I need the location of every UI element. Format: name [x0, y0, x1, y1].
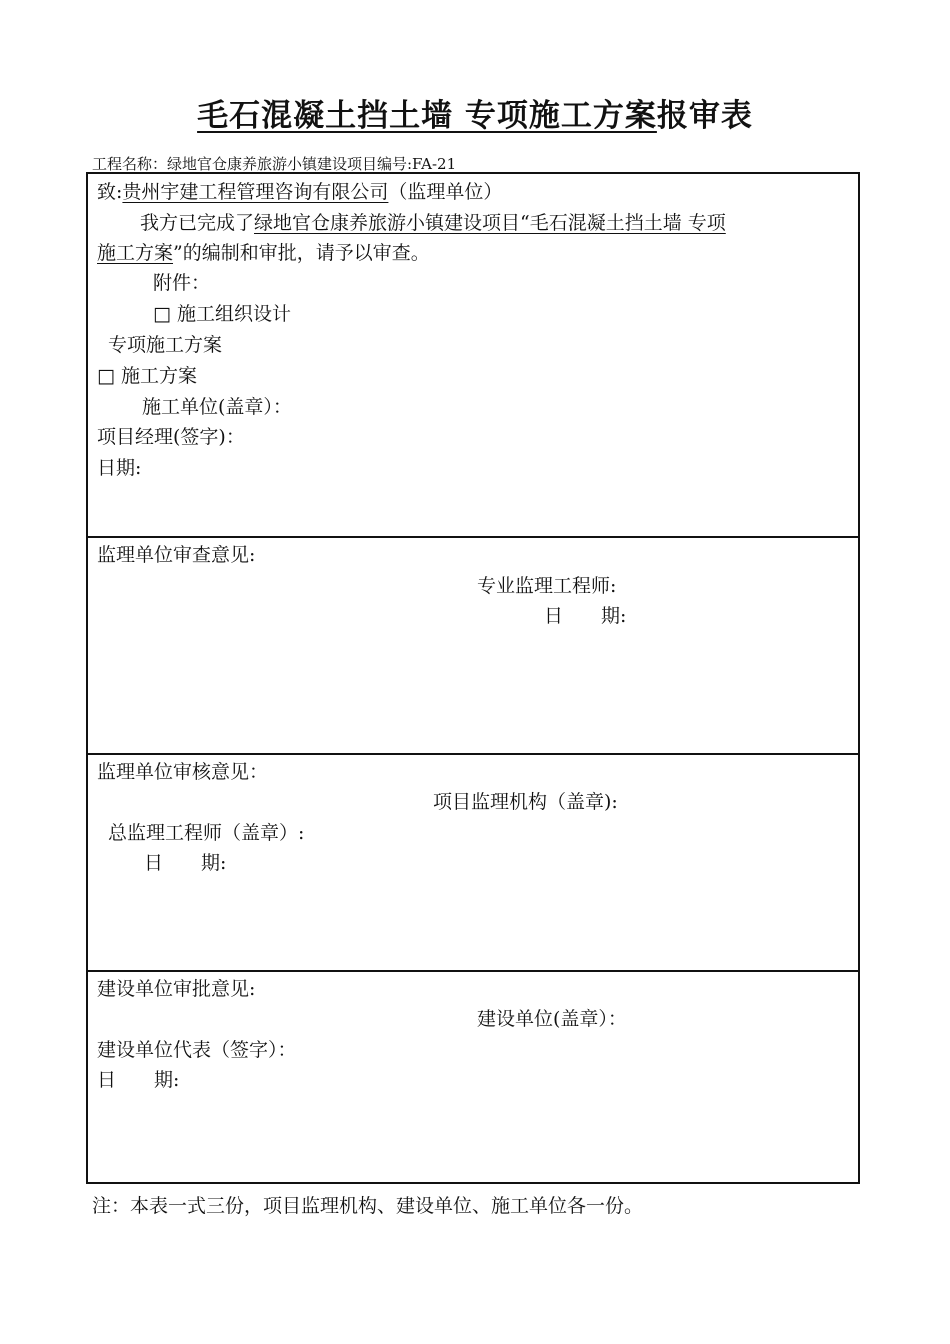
- body-text-line2: [97, 241, 430, 265]
- project-name-line: 工程名称：绿地官仓康养旅游小镇建设项目编号:FA-21: [92, 155, 457, 173]
- addressee-line: [97, 180, 502, 204]
- contractor-stamp-label: 施工单位(盖章）：: [142, 396, 292, 418]
- body-text-line1: [140, 211, 726, 235]
- approval-heading: 建设单位审批意见:: [97, 978, 256, 1000]
- audit-heading: 监理单位审核意见：: [97, 761, 269, 783]
- supervisor-review-section: [88, 536, 858, 755]
- chief-engineer-label: 总监理工程师（盖章）:: [108, 822, 305, 844]
- audit-date-label: 日 期:: [144, 852, 227, 874]
- body-suffix: ”的编制和审批，请予以审查。: [173, 242, 430, 264]
- approval-form: [86, 172, 860, 1184]
- owner-stamp-label: 建设单位(盖章）：: [477, 1008, 627, 1030]
- owner-approval-section: [88, 970, 858, 1186]
- review-date-label: 日 期:: [544, 605, 627, 627]
- review-heading: 监理单位审查意见:: [97, 544, 256, 566]
- option-construction-plan[interactable]: □ 施工方案: [97, 365, 197, 387]
- owner-representative-label: 建设单位代表（签字）：: [97, 1039, 297, 1061]
- option-construction-design[interactable]: □ 施工组织设计: [153, 303, 291, 325]
- contractor-section: [88, 174, 858, 536]
- footer-note: 注：本表一式三份，项目监理机构、建设单位、施工单位各一份。: [92, 1195, 644, 1217]
- supervisor-company: 贵州宇建工程管理咨询有限公司: [122, 181, 389, 203]
- attachments-label: 附件：: [153, 272, 211, 294]
- specialist-engineer-label: 专业监理工程师:: [477, 575, 617, 597]
- body-project-line2: 施工方案: [97, 242, 174, 264]
- form-title: [0, 90, 950, 135]
- body-prefix: 我方已完成了: [140, 212, 255, 234]
- contractor-date-label: 日期:: [97, 457, 142, 479]
- option-special-plan[interactable]: 专项施工方案: [108, 334, 223, 356]
- supervision-org-stamp-label: 项目监理机构（盖章):: [433, 791, 618, 813]
- addressee-prefix: 致:: [97, 181, 123, 203]
- body-project-line1: 绿地官仓康养旅游小镇建设项目“毛石混凝土挡土墙 专项: [254, 212, 726, 234]
- addressee-suffix: （监理单位）: [388, 181, 503, 203]
- form-title-suffix: 报审表: [656, 98, 753, 134]
- approval-date-label: 日 期:: [97, 1069, 180, 1091]
- project-manager-sign-label: 项目经理(签字)：: [97, 426, 245, 448]
- form-title-subject: 毛石混凝土挡土墙 专项施工方案: [197, 98, 657, 134]
- supervisor-audit-section: [88, 753, 858, 972]
